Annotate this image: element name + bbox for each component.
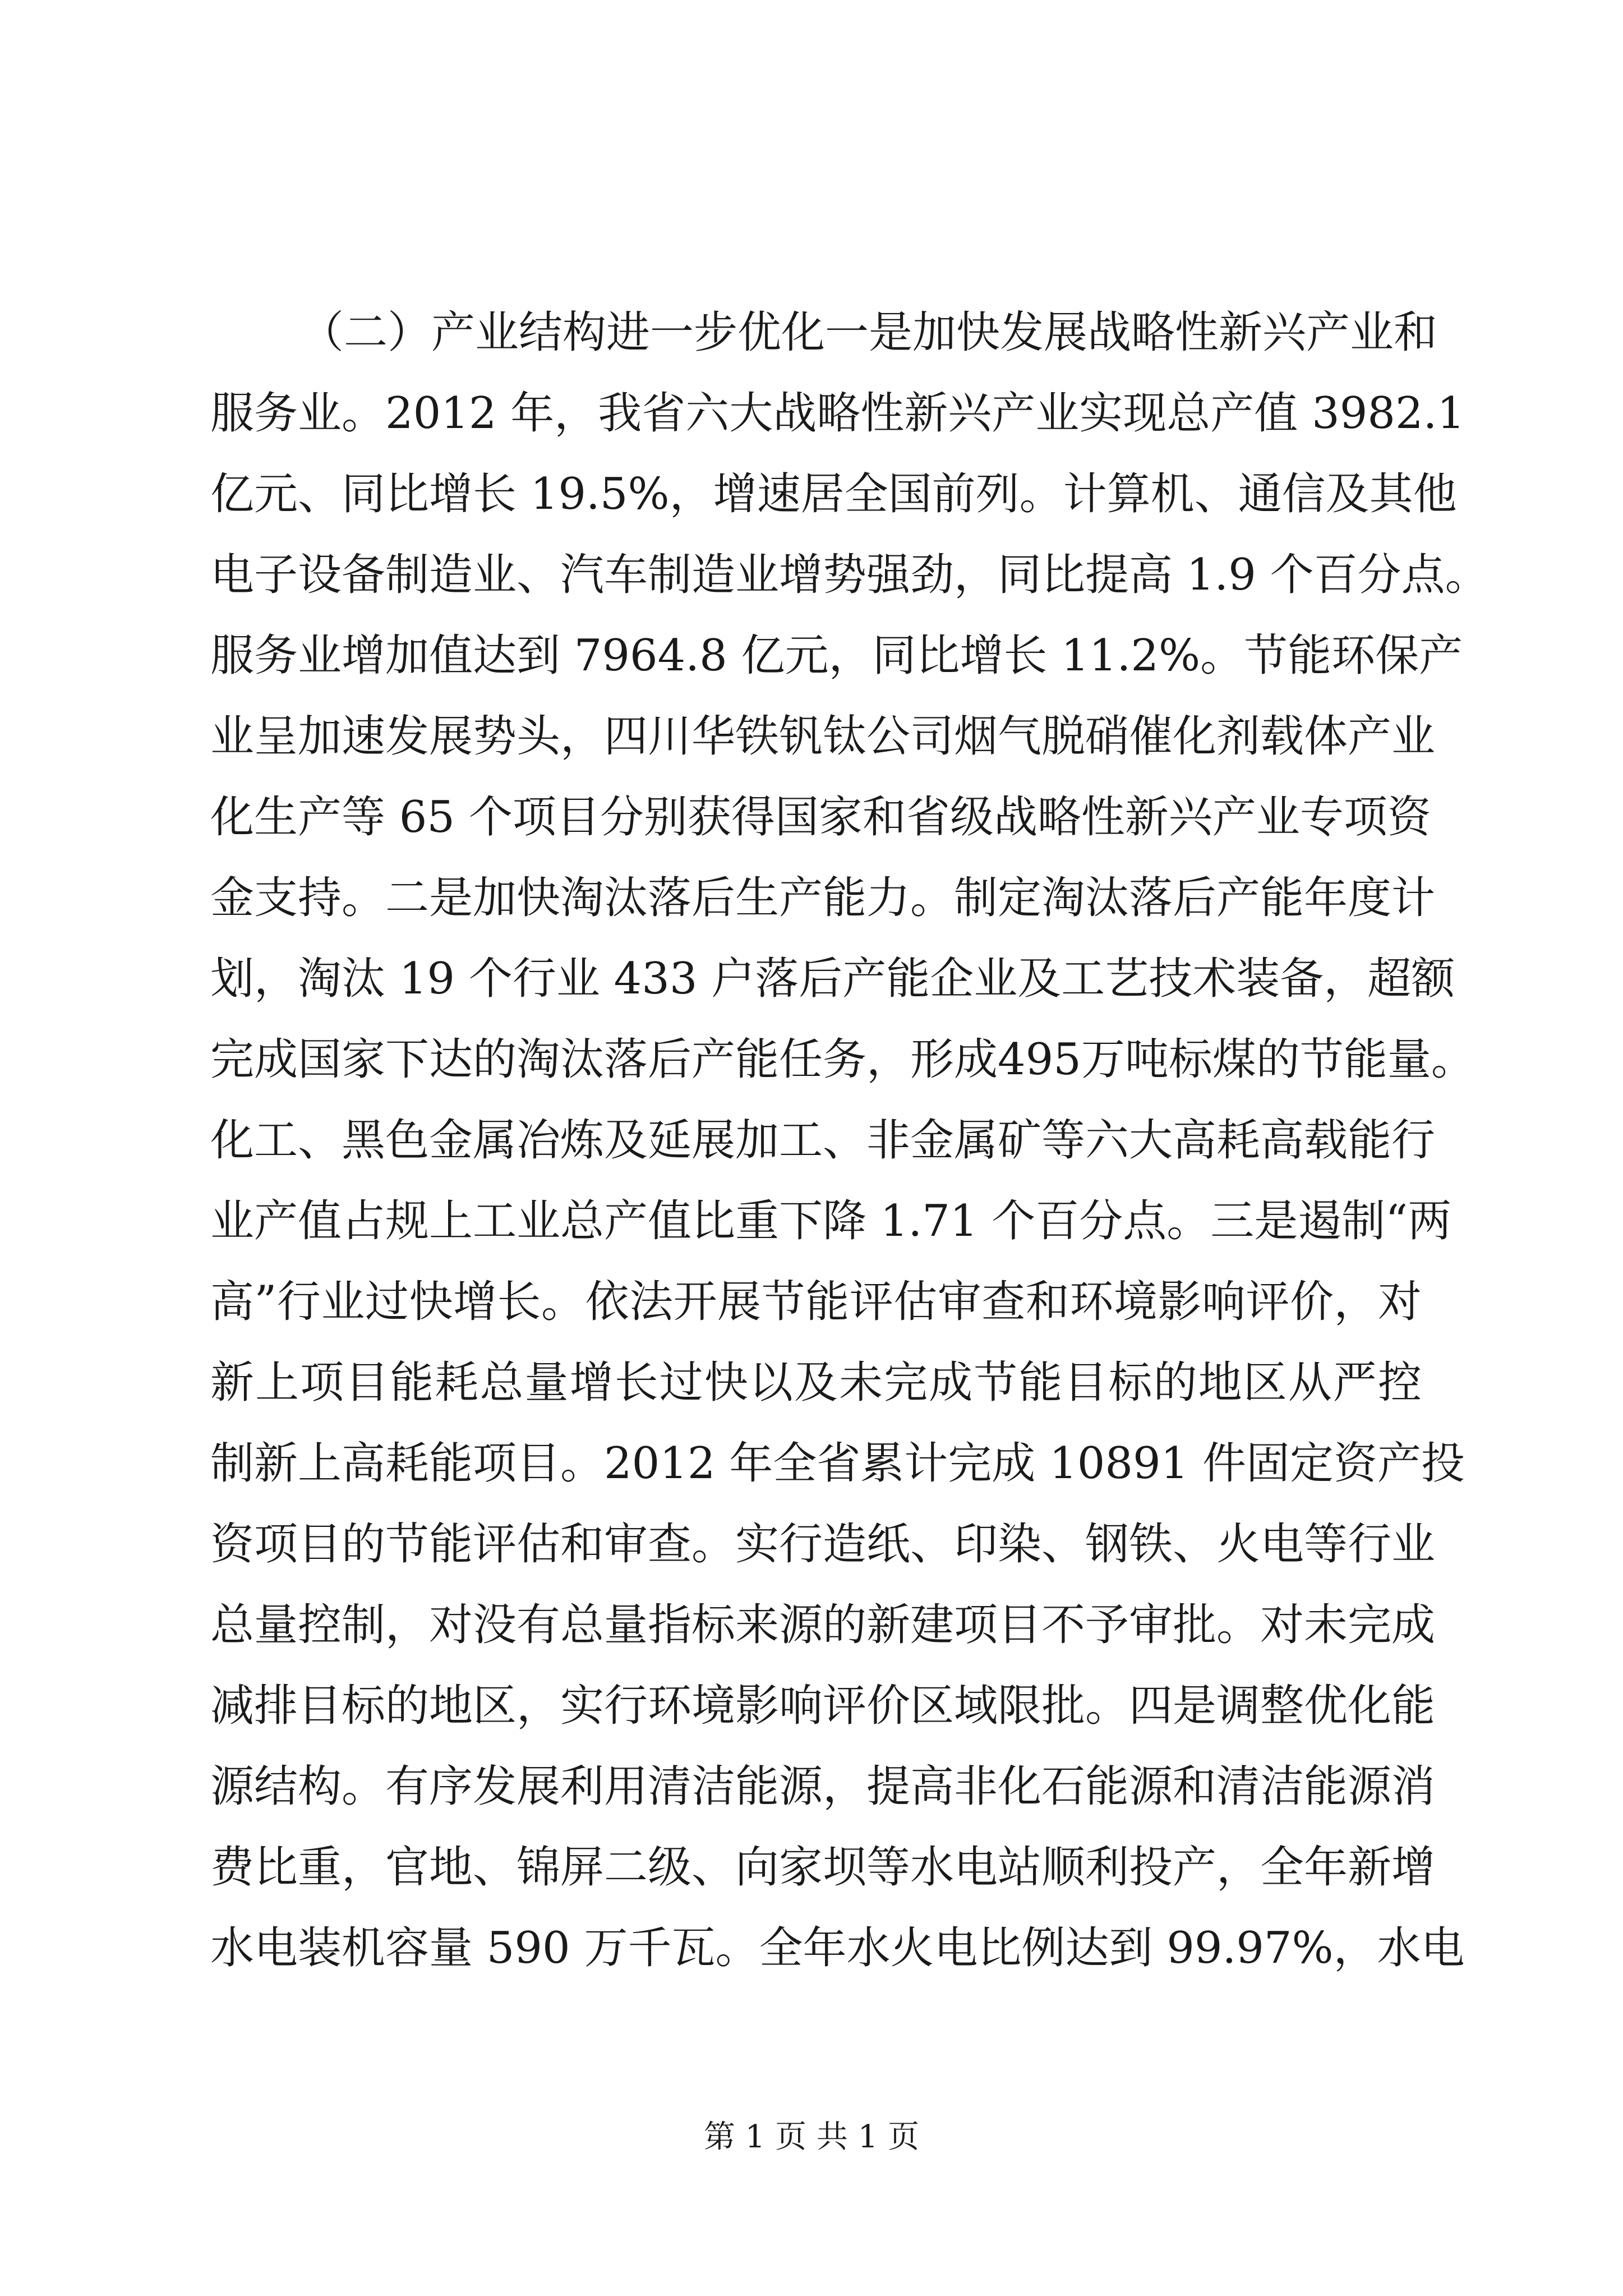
- text-line: 划，淘汰 19 个行业 433 户落后产能企业及工艺技术装备，超额: [210, 954, 1455, 1004]
- text-line: 金支持。二是加快淘汰落后生产能力。制定淘汰落后产能年度计: [210, 873, 1436, 923]
- text-line: 业呈加速发展势头，四川华铁钒钛公司烟气脱硝催化剂载体产业: [210, 711, 1436, 762]
- text-line: 减排目标的地区，实行环境影响评价区域限批。四是调整优化能: [210, 1681, 1436, 1731]
- text-line: 高”行业过快增长。依法开展节能评估审查和环境影响评价，对: [210, 1277, 1422, 1327]
- text-line: 制新上高耗能项目。2012 年全省累计完成 10891 件固定资产投: [210, 1438, 1465, 1489]
- text-line: 费比重，官地、锦屏二级、向家坝等水电站顺利投产，全年新增: [210, 1842, 1436, 1893]
- text-line: 服务业增加值达到 7964.8 亿元，同比增长 11.2%。节能环保产: [210, 631, 1463, 681]
- text-line: 服务业。2012 年，我省六大战略性新兴产业实现总产值 3982.1: [210, 388, 1465, 439]
- text-line: 新上项目能耗总量增长过快以及未完成节能目标的地区从严控: [210, 1358, 1422, 1408]
- body-paragraph: [210, 292, 1489, 1989]
- text-line: 化生产等 65 个项目分别获得国家和省级战略性新兴产业专项资: [210, 792, 1431, 843]
- text-line: 业产值占规上工业总产值比重下降 1.71 个百分点。三是遏制“两: [210, 1196, 1452, 1246]
- text-line: 水电装机容量 590 万千瓦。全年水火电比例达到 99.97%，水电: [210, 1923, 1465, 1973]
- text-line: 电子设备制造业、汽车制造业增势强劲，同比提高 1.9 个百分点。: [210, 550, 1489, 600]
- text-line: 源结构。有序发展利用清洁能源，提高非化石能源和清洁能源消: [210, 1761, 1436, 1812]
- text-line: 亿元、同比增长 19.5%，增速居全国前列。计算机、通信及其他: [210, 469, 1457, 519]
- text-line: 资项目的节能评估和审查。实行造纸、印染、钢铁、火电等行业: [210, 1519, 1436, 1570]
- page-footer: 第 1 页 共 1 页: [703, 2119, 920, 2155]
- text-line: 完成国家下达的淘汰落后产能任务，形成495万吨标煤的节能量。: [210, 1034, 1475, 1085]
- text-line: （二）产业结构进一步优化一是加快发展战略性新兴产业和: [300, 307, 1438, 358]
- text-line: 总量控制，对没有总量指标来源的新建项目不予审批。对未完成: [210, 1600, 1436, 1650]
- text-line: 化工、黑色金属冶炼及延展加工、非金属矿等六大高耗高载能行: [210, 1115, 1436, 1166]
